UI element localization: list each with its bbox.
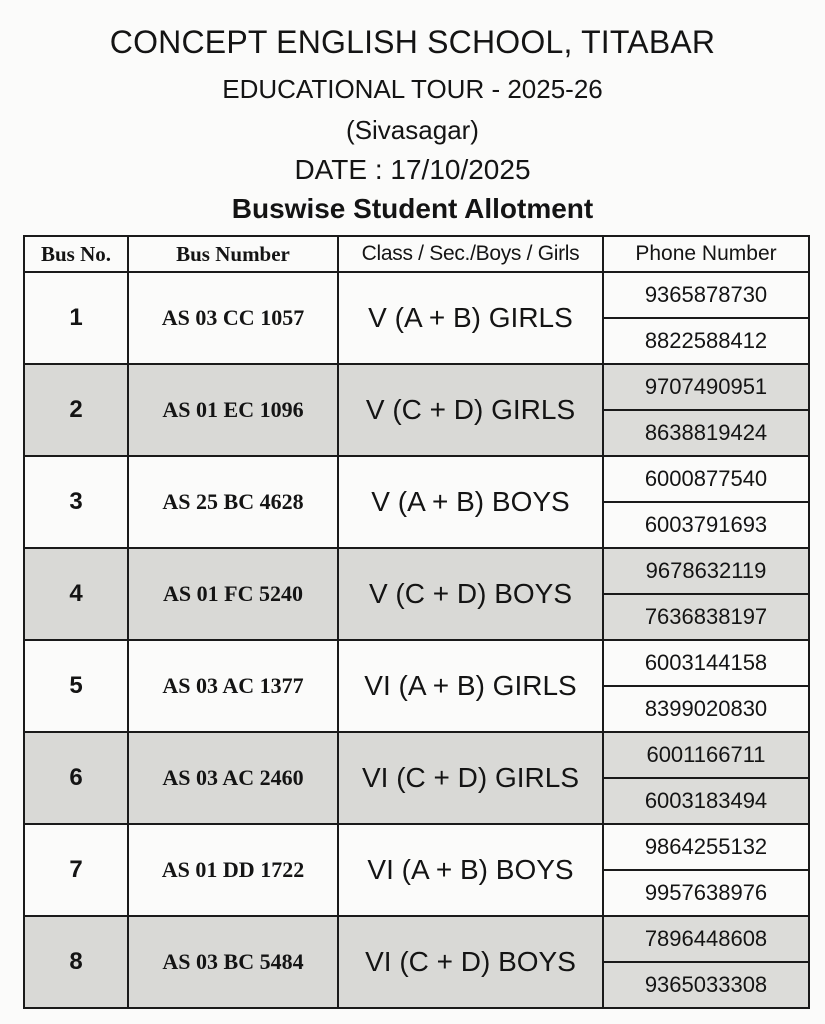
phone-cell: 7636838197 — [603, 594, 809, 640]
phone-cell: 9365033308 — [603, 962, 809, 1008]
class-cell: VI (A + B) BOYS — [338, 824, 603, 916]
phone-cell: 6003144158 — [603, 640, 809, 686]
phone-cell: 6003791693 — [603, 502, 809, 548]
phone-cell: 6000877540 — [603, 456, 809, 502]
table-row — [24, 548, 809, 594]
class-cell: VI (C + D) BOYS — [338, 916, 603, 1008]
class-cell: V (A + B) BOYS — [338, 456, 603, 548]
bus-number-cell: AS 01 DD 1722 — [128, 824, 338, 916]
table-row — [24, 640, 809, 686]
bus-number-cell: AS 03 AC 1377 — [128, 640, 338, 732]
bus-number-cell: AS 25 BC 4628 — [128, 456, 338, 548]
table-row — [24, 456, 809, 502]
phone-cell: 9678632119 — [603, 548, 809, 594]
phone-cell: 6001166711 — [603, 732, 809, 778]
table-row — [24, 824, 809, 870]
class-cell: V (C + D) GIRLS — [338, 364, 603, 456]
bus-no-cell: 3 — [24, 456, 128, 548]
bus-number-cell: AS 03 AC 2460 — [128, 732, 338, 824]
bus-number-cell: AS 03 BC 5484 — [128, 916, 338, 1008]
bus-no-cell: 5 — [24, 640, 128, 732]
phone-cell: 9707490951 — [603, 364, 809, 410]
class-cell: V (C + D) BOYS — [338, 548, 603, 640]
document-subtitle: Buswise Student Allotment — [231, 193, 594, 224]
class-cell: V (A + B) GIRLS — [338, 272, 603, 364]
phone-cell: 8822588412 — [603, 318, 809, 364]
table-row — [24, 272, 809, 318]
bus-allotment-table — [23, 235, 810, 1009]
column-header-class: Class / Sec./Boys / Girls — [338, 236, 603, 272]
table-row — [24, 364, 809, 410]
table-row — [24, 732, 809, 778]
school-name: CONCEPT ENGLISH SCHOOL, TITABAR — [109, 24, 716, 60]
phone-cell: 9365878730 — [603, 272, 809, 318]
bus-number-cell: AS 03 CC 1057 — [128, 272, 338, 364]
bus-no-cell: 4 — [24, 548, 128, 640]
bus-number-cell: AS 01 FC 5240 — [128, 548, 338, 640]
phone-cell: 8638819424 — [603, 410, 809, 456]
class-cell: VI (C + D) GIRLS — [338, 732, 603, 824]
table-row — [24, 916, 809, 962]
column-header-phone: Phone Number — [603, 236, 809, 272]
phone-cell: 6003183494 — [603, 778, 809, 824]
phone-cell: 9957638976 — [603, 870, 809, 916]
event-place: (Sivasagar) — [346, 115, 479, 145]
table-header-row — [24, 236, 809, 272]
bus-no-cell: 1 — [24, 272, 128, 364]
phone-cell: 9864255132 — [603, 824, 809, 870]
bus-number-cell: AS 01 EC 1096 — [128, 364, 338, 456]
bus-no-cell: 8 — [24, 916, 128, 1008]
class-cell: VI (A + B) GIRLS — [338, 640, 603, 732]
bus-no-cell: 6 — [24, 732, 128, 824]
phone-cell: 8399020830 — [603, 686, 809, 732]
bus-no-cell: 7 — [24, 824, 128, 916]
event-date: DATE : 17/10/2025 — [294, 154, 531, 185]
bus-no-cell: 2 — [24, 364, 128, 456]
event-title: EDUCATIONAL TOUR - 2025-26 — [222, 74, 603, 104]
column-header-bus-no: Bus No. — [24, 236, 128, 272]
column-header-bus-number: Bus Number — [128, 236, 338, 272]
phone-cell: 7896448608 — [603, 916, 809, 962]
